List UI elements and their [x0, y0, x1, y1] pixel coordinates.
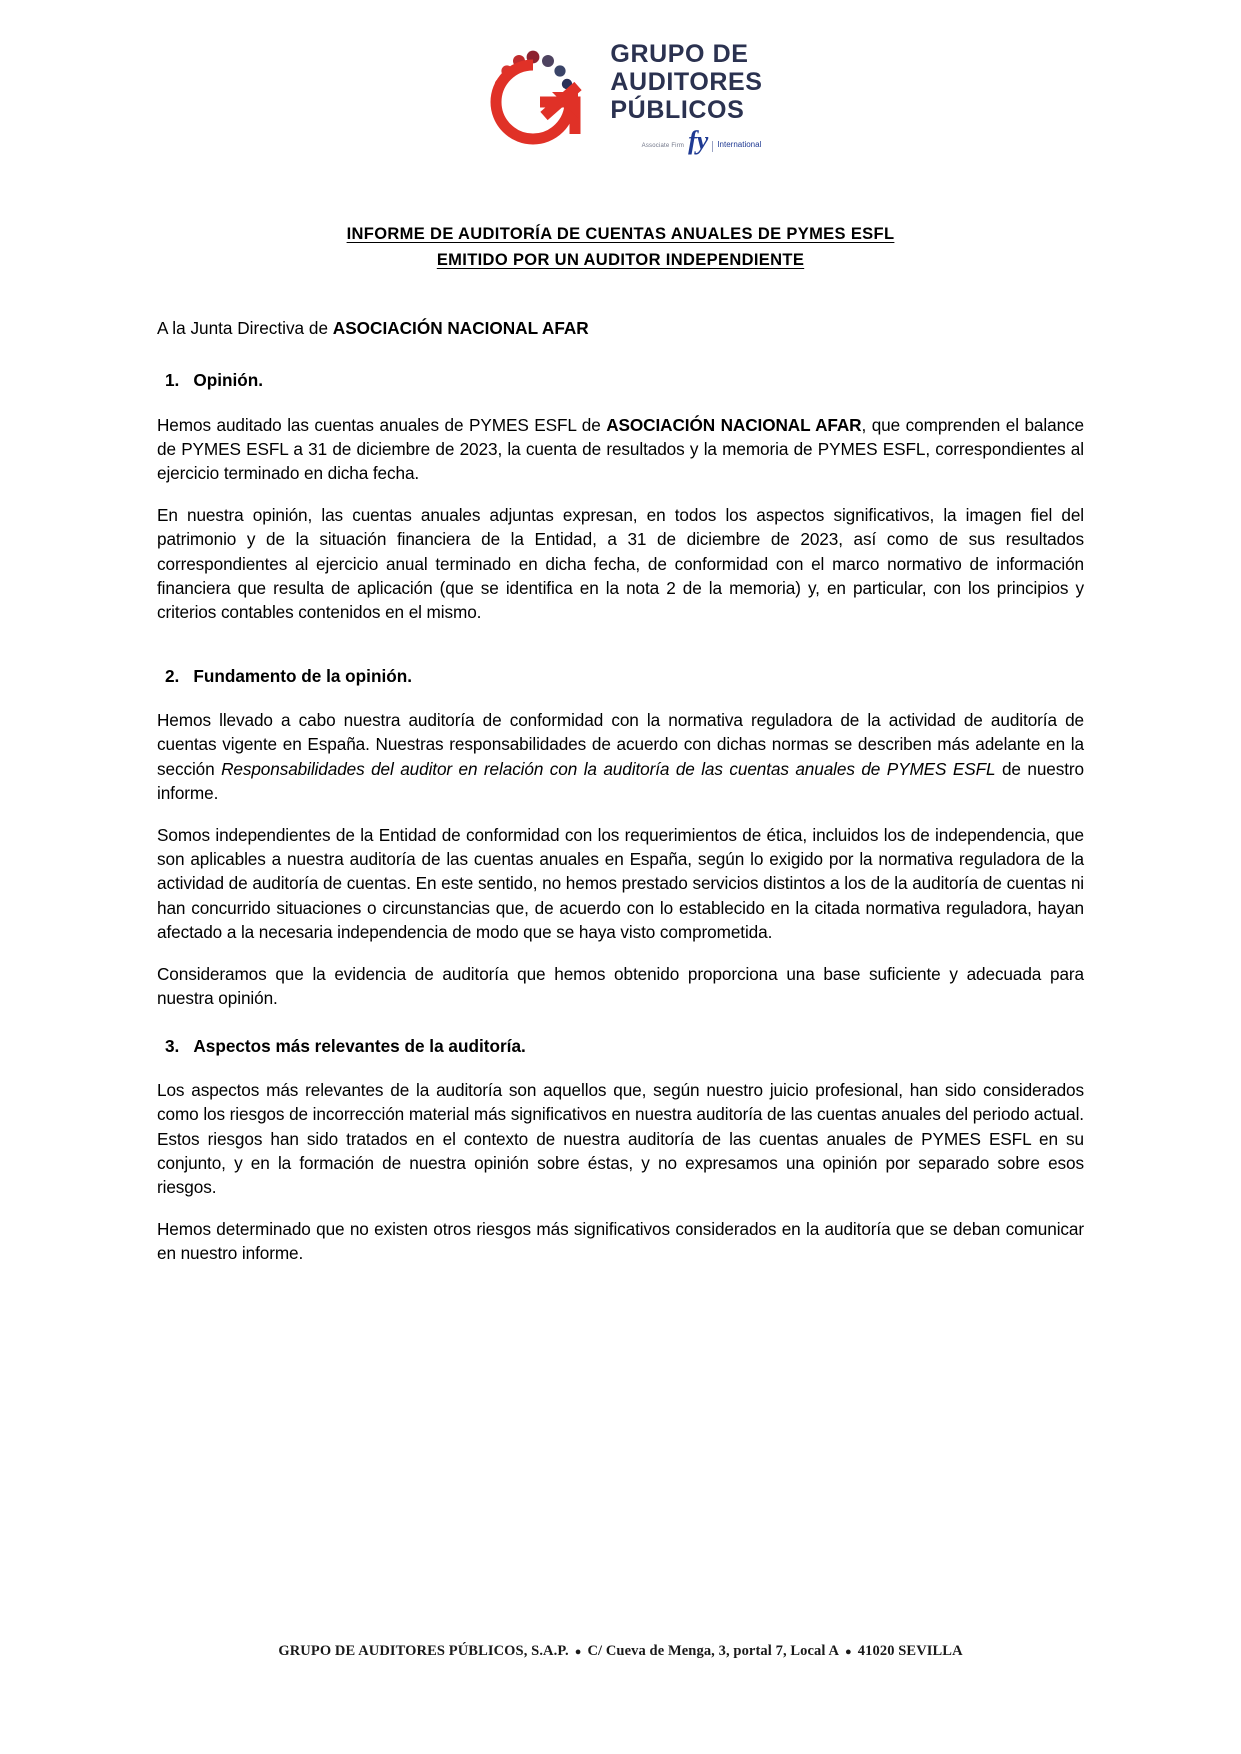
fy-international-badge	[612, 126, 762, 155]
aspectos-paragraph-1: Los aspectos más relevantes de la auditoría son aquellos que, según nuestro juicio profesional, han sido considerados como los riesgos de incorrección material más significativos en nuestra auditoría de las cuentas anuales del periodo actual. Estos riesgos han sido tratados en el contexto de nuestra auditoría de las cuentas anuales de PYMES ESFL en su conjunto, y en la formación de nuestra opinión sobre éstas, y no expresamos una opinión por separado sobre esos riesgos.	[157, 1079, 1084, 1198]
addressee-prefix: A la Junta Directiva de	[157, 318, 333, 338]
section-heading-aspectos	[157, 1034, 1084, 1058]
section-1-label: Opinión.	[193, 370, 264, 391]
fy-international-label: International	[712, 141, 761, 152]
logo-word-line-2: AUDITORES	[610, 68, 763, 96]
grupo-auditores-publicos-g-logo-icon	[478, 28, 596, 146]
fundamento-paragraph-3: Consideramos que la evidencia de auditoría que hemos obtenido proporciona una base suficiente y adecuada para nuestra opinión.	[157, 963, 1084, 1009]
document-body	[157, 316, 1084, 1283]
footer-company: GRUPO DE AUDITORES PÚBLICOS, S.A.P.	[278, 1643, 569, 1659]
opinion-paragraph-2: En nuestra opinión, las cuentas anuales adjuntas expresan, en todos los aspectos significativos, la imagen fiel del patrimonio y de la situación financiera de la Entidad, a 31 de diciembre de 2023, así como de sus resultados correspondientes al ejercicio anual terminado en dicha fecha, de conformidad con el marco normativo de información financiera que resulta de aplicación (que se identifica en la nota 2 de la memoria) y, en particular, con los principios y criterios contables contenidos en el mismo.	[157, 504, 1084, 623]
fundamento-p1-b: de nuestro informe.	[157, 758, 1084, 804]
fundamento-paragraph-1	[157, 708, 1084, 806]
footer-address: C/ Cueva de Menga, 3, portal 7, Local A	[587, 1643, 840, 1659]
section-3-number: 3.	[165, 1035, 180, 1056]
company-logo	[0, 28, 1241, 155]
opinion-p1-entity: ASOCIACIÓN NACIONAL AFAR	[606, 414, 862, 435]
section-2-label: Fundamento de la opinión.	[193, 665, 412, 686]
section-1-number: 1.	[165, 370, 180, 391]
addressee-entity: ASOCIACIÓN NACIONAL AFAR	[332, 318, 589, 338]
associate-firm-label: Associate Firm	[641, 143, 685, 150]
fy-logo-icon: fy	[688, 126, 709, 155]
logo-inner	[478, 28, 763, 155]
fundamento-p1-italic: Responsabilidades del auditor en relación con la auditoría de las cuentas anuales de PYMES ESFL	[221, 758, 996, 779]
aspectos-paragraph-2: Hemos determinado que no existen otros riesgos más significativos considerados en la auditoría que se deban comunicar en nuestro informe.	[157, 1218, 1084, 1264]
footer-separator-1: ●	[574, 1645, 582, 1658]
opinion-p1-b: , que comprenden el balance de PYMES ESFL a 31 de diciembre de 2023, la cuenta de resultados y la memoria de PYMES ESFL, correspondientes al ejercicio terminado en dicha fecha.	[157, 414, 1084, 484]
section-3-label: Aspectos más relevantes de la auditoría.	[193, 1035, 526, 1056]
fundamento-paragraph-2: Somos independientes de la Entidad de conformidad con los requerimientos de ética, incluidos los de independencia, que son aplicables a nuestra auditoría de las cuentas anuales en España, según lo exigido por la normativa reguladora de la actividad de auditoría de cuentas. En este sentido, no hemos prestado servicios distintos a los de la auditoría de cuentas ni han concurrido situaciones o circunstancias que, de acuerdo con lo establecido en la citada normativa reguladora, hayan afectado a la necesaria independencia de modo que se haya visto comprometida.	[157, 824, 1084, 943]
logo-wordmark	[610, 28, 763, 155]
section-heading-fundamento	[157, 664, 1084, 688]
opinion-paragraph-1	[157, 413, 1084, 486]
logo-word-line-1: GRUPO DE	[610, 40, 749, 68]
footer-city: 41020 SEVILLA	[857, 1643, 963, 1659]
page-footer	[0, 1643, 1241, 1660]
footer-separator-2: ●	[845, 1645, 852, 1658]
opinion-p1-a: Hemos auditado las cuentas anuales de PYMES ESFL de	[157, 414, 607, 435]
logo-word-line-3: PÚBLICOS	[610, 96, 745, 124]
page-title	[0, 222, 1241, 273]
title-line-1: INFORME DE AUDITORÍA DE CUENTAS ANUALES DE PYMES ESFL	[346, 225, 895, 243]
section-2-number: 2.	[165, 665, 180, 686]
section-heading-opinion	[157, 368, 1084, 392]
title-line-2: EMITIDO POR UN AUDITOR INDEPENDIENTE	[436, 250, 805, 269]
fundamento-p1-a: Hemos llevado a cabo nuestra auditoría de conformidad con la normativa reguladora de la actividad de auditoría de cuentas vigente en España. Nuestras responsabilidades de acuerdo con dichas normas se describen más adelante en la sección	[157, 709, 1084, 779]
spacer	[157, 642, 1084, 664]
addressee-line	[157, 316, 1084, 340]
